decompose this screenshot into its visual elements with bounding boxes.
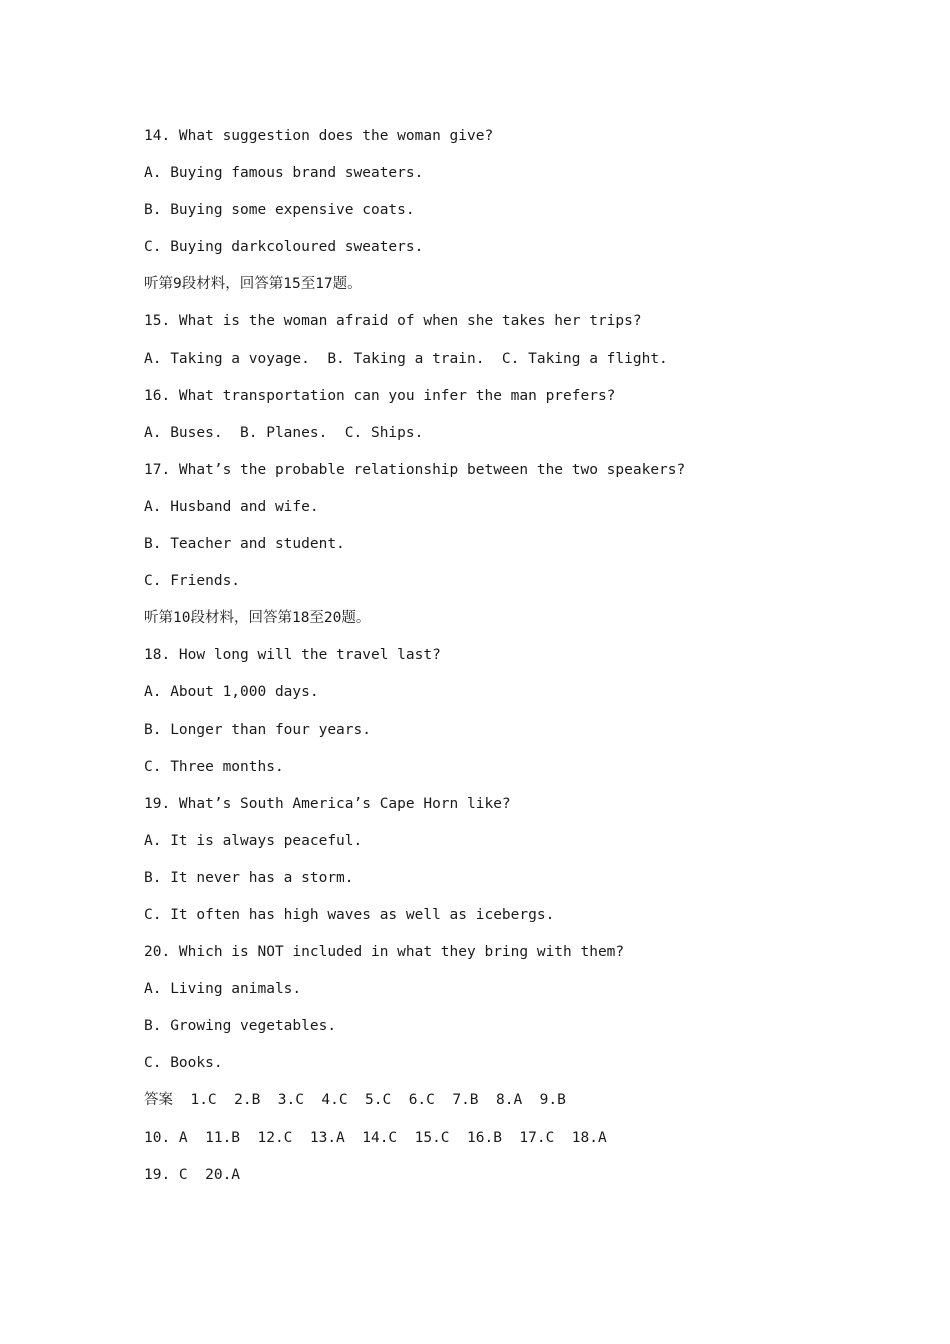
section-heading-10: 听第10段材料，回答第18至20题。 <box>144 610 371 627</box>
question-15: 15. What is the woman afraid of when she takes her trips? <box>144 313 642 330</box>
question-16: 16. What transportation can you infer the man prefers? <box>144 387 616 404</box>
option-19c: C. It often has high waves as well as icebergs. <box>144 906 555 923</box>
option-20a: A. Living animals. <box>144 981 302 998</box>
option-14b: B. Buying some expensive coats. <box>144 202 415 219</box>
answer-key-line-3: 19. C 20.A <box>144 1166 241 1183</box>
options-16: A. Buses. B. Planes. C. Ships. <box>144 424 424 441</box>
document-body <box>144 124 864 1200</box>
answer-key-line-1: 答案 1.C 2.B 3.C 4.C 5.C 6.C 7.B 8.A 9.B <box>144 1092 566 1109</box>
option-17b: B. Teacher and student. <box>144 536 345 553</box>
question-14: 14. What suggestion does the woman give? <box>144 128 494 144</box>
answer-key-line-2: 10. A 11.B 12.C 13.A 14.C 15.C 16.B 17.C 18.A <box>144 1129 607 1146</box>
question-19: 19. What’s South America’s Cape Horn like? <box>144 795 511 812</box>
section-heading-9: 听第9段材料，回答第15至17题。 <box>144 276 362 293</box>
options-15: A. Taking a voyage. B. Taking a train. C. Taking a flight. <box>144 350 668 367</box>
option-20c: C. Books. <box>144 1055 223 1072</box>
option-17a: A. Husband and wife. <box>144 498 319 515</box>
option-20b: B. Growing vegetables. <box>144 1018 337 1035</box>
option-19b: B. It never has a storm. <box>144 869 354 886</box>
option-14c: C. Buying darkcoloured sweaters. <box>144 239 424 256</box>
question-17: 17. What’s the probable relationship between the two speakers? <box>144 461 686 478</box>
question-18: 18. How long will the travel last? <box>144 647 441 664</box>
option-18a: A. About 1,000 days. <box>144 684 319 701</box>
option-17c: C. Friends. <box>144 573 241 590</box>
option-19a: A. It is always peaceful. <box>144 832 363 849</box>
option-18b: B. Longer than four years. <box>144 721 371 738</box>
option-14a: A. Buying famous brand sweaters. <box>144 165 424 182</box>
option-18c: C. Three months. <box>144 758 284 775</box>
question-20: 20. Which is NOT included in what they bring with them? <box>144 944 625 961</box>
